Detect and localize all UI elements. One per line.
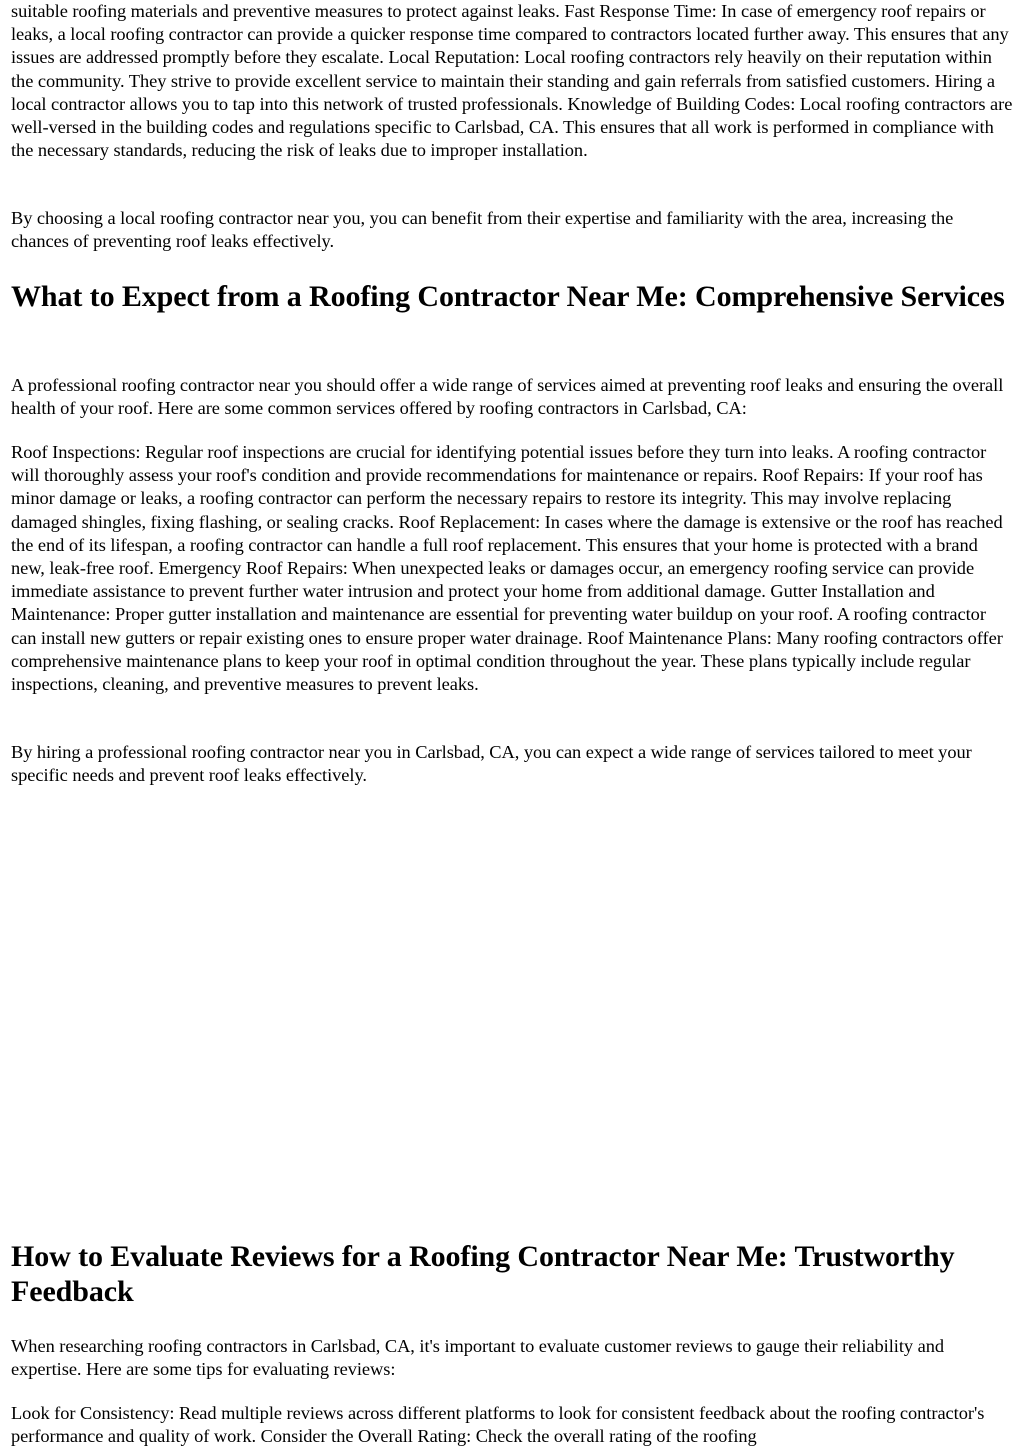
reviews-heading: How to Evaluate Reviews for a Roofing Contractor Near Me: Trustworthy Feedback: [11, 1240, 955, 1308]
hiring-paragraph: By hiring a professional roofing contractor near you in Carlsbad, CA, you can expect a wide range of services tailored to meet your specific needs and prevent roof leaks effectively.: [11, 742, 972, 786]
expect-heading: What to Expect from a Roofing Contractor Near Me: Comprehensive Services: [11, 280, 1005, 313]
intro-paragraph: suitable roofing materials and preventive measures to protect against leaks. Fast Response Time: In case of emergency roof repairs or leaks, a local roofing contractor can provide a quicker response time compared to contractors located further away. This ensures that any issues are addressed promptly before they escalate. Local Reputation: Local roofing contractors rely heavily on their reputation within the community. They strive to provide excellent service to maintain their standing and gain referrals from satisfied customers. Hiring a local contractor allows you to tap into this network of trusted professionals. Knowledge of Building Codes: Local roofing contractors are well-versed in the building codes and regulations specific to Carlsbad, CA. This ensures that all work is performed in compliance with the necessary standards, reducing the risk of leaks due to improper installation.: [11, 1, 1013, 161]
reviews-intro-paragraph: When researching roofing contractors in Carlsbad, CA, it's important to evaluate customer reviews to gauge their reliability and expertise. Here are some tips for evaluating reviews:: [11, 1336, 945, 1380]
expect-intro-paragraph: A professional roofing contractor near you should offer a wide range of services aimed at preventing roof leaks and ensuring the overall health of your roof. Here are some common services offered by roofing contractors in Carlsbad, CA:: [11, 375, 1004, 419]
review-tips-paragraph: Look for Consistency: Read multiple reviews across different platforms to look for consistent feedback about the roofing contractor's performance and quality of work. Consider the Overall Rating: Check the overall rating of the roofing: [11, 1403, 985, 1447]
services-paragraph: Roof Inspections: Regular roof inspections are crucial for identifying potential issues before they turn into leaks. A roofing contractor will thoroughly assess your roof's condition and provide recommendations for maintenance or repairs. Roof Repairs: If your roof has minor damage or leaks, a roofing contractor can perform the necessary repairs to restore its integrity. This may involve replacing damaged shingles, fixing flashing, or sealing cracks. Roof Replacement: In cases where the damage is extensive or the roof has reached the end of its lifespan, a roofing contractor can handle a full roof replacement. This ensures that your home is protected with a brand new, leak-free roof. Emergency Roof Repairs: When unexpected leaks or damages occur, an emergency roofing service can provide immediate assistance to prevent further water intrusion and protect your home from additional damage. Gutter Installation and Maintenance: Proper gutter installation and maintenance are essential for preventing water buildup on your roof. A roofing contractor can install new gutters or repair existing ones to ensure proper water drainage. Roof Maintenance Plans: Many roofing contractors offer comprehensive maintenance plans to keep your roof in optimal condition throughout the year. These plans typically include regular inspections, cleaning, and preventive measures to prevent leaks.: [11, 442, 1003, 695]
choose-local-paragraph: By choosing a local roofing contractor near you, you can benefit from their expertise and familiarity with the area, increasing the chances of preventing roof leaks effectively.: [11, 208, 954, 252]
